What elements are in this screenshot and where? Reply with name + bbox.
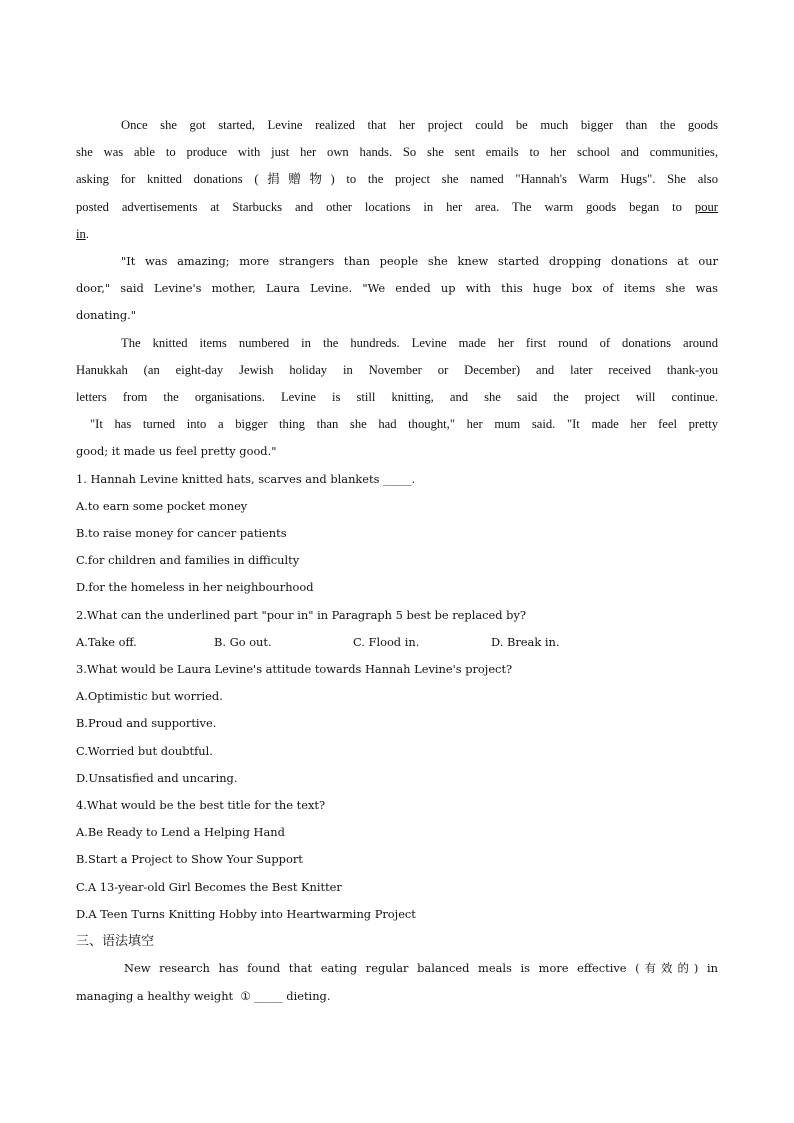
question-option: B. Go out.	[214, 634, 272, 649]
passage-line: Once she got started, Levine realized that her project could be much bigger than the goods	[121, 118, 718, 132]
question-option: D.for the homeless in her neighbourhood	[76, 580, 314, 595]
passage-line: New research has found that eating regular balanced meals is more effective (有效的) in	[124, 961, 718, 976]
passage-line: The knitted items numbered in the hundreds. Levine made her first round of donations around	[121, 335, 718, 350]
question-options-row	[76, 629, 718, 656]
passage-line	[76, 194, 718, 221]
passage-line: "It was amazing; more strangers than people she knew started dropping donations at our	[121, 254, 718, 269]
passage-line: door," said Levine's mother, Laura Levine. "We ended up with this huge box of items she was	[76, 281, 718, 296]
passage-line: she was able to produce with just her own hands. So she sent emails to her school and communities,	[76, 145, 718, 160]
question-option: C.Worried but doubtful.	[76, 743, 213, 758]
passage-line: letters from the organisations. Levine is still knitting, and she said the project will continue.	[76, 390, 718, 405]
question-option: B.Start a Project to Show Your Support	[76, 852, 303, 867]
question-option: B.Proud and supportive.	[76, 716, 217, 731]
question-option: D. Break in.	[491, 634, 560, 649]
question-option: A.Take off.	[76, 634, 137, 649]
document-page	[76, 112, 718, 1010]
underlined-phrase: pour	[694, 199, 718, 214]
question-option: D.Unsatisfied and uncaring.	[76, 770, 238, 785]
question-option: C.A 13-year-old Girl Becomes the Best Knitter	[76, 879, 342, 894]
section-heading: 三、语法填空	[76, 934, 155, 950]
question-option: B.to raise money for cancer patients	[76, 526, 287, 541]
question-option: C.for children and families in difficulty	[76, 553, 300, 568]
question-option: A.Optimistic but worried.	[76, 689, 223, 704]
question-stem: 1. Hannah Levine knitted hats, scarves and blankets _____.	[76, 471, 416, 486]
question-stem: 3.What would be Laura Levine's attitude towards Hannah Levine's project?	[76, 662, 513, 677]
passage-text: .	[85, 226, 89, 241]
question-stem: 2.What can the underlined part "pour in" in Paragraph 5 best be replaced by?	[76, 607, 527, 622]
passage-line: managing a healthy weight ① _____ dieting.	[76, 988, 331, 1003]
question-option: D.A Teen Turns Knitting Hobby into Heartwarming Project	[76, 906, 416, 921]
passage-line	[76, 221, 718, 248]
question-option: C. Flood in.	[353, 634, 420, 649]
passage-line: asking for knitted donations (捐赠物) to the project she named "Hannah's Warm Hugs". She also	[76, 172, 718, 187]
question-stem: 4.What would be the best title for the text?	[76, 798, 326, 813]
passage-line: "It has turned into a bigger thing than she had thought," her mum said. "It made her feel pretty	[90, 417, 718, 432]
passage-line: good; it made us feel pretty good."	[76, 444, 277, 459]
passage-text: posted advertisements at Starbucks and other locations in her area. The warm goods began to	[76, 199, 695, 214]
passage-line: donating."	[76, 308, 136, 323]
passage-line: Hanukkah (an eight-day Jewish holiday in November or December) and later received thank-you	[76, 362, 718, 377]
underlined-phrase: in	[76, 226, 86, 241]
question-option: A.to earn some pocket money	[76, 498, 248, 513]
question-option: A.Be Ready to Lend a Helping Hand	[76, 825, 285, 840]
